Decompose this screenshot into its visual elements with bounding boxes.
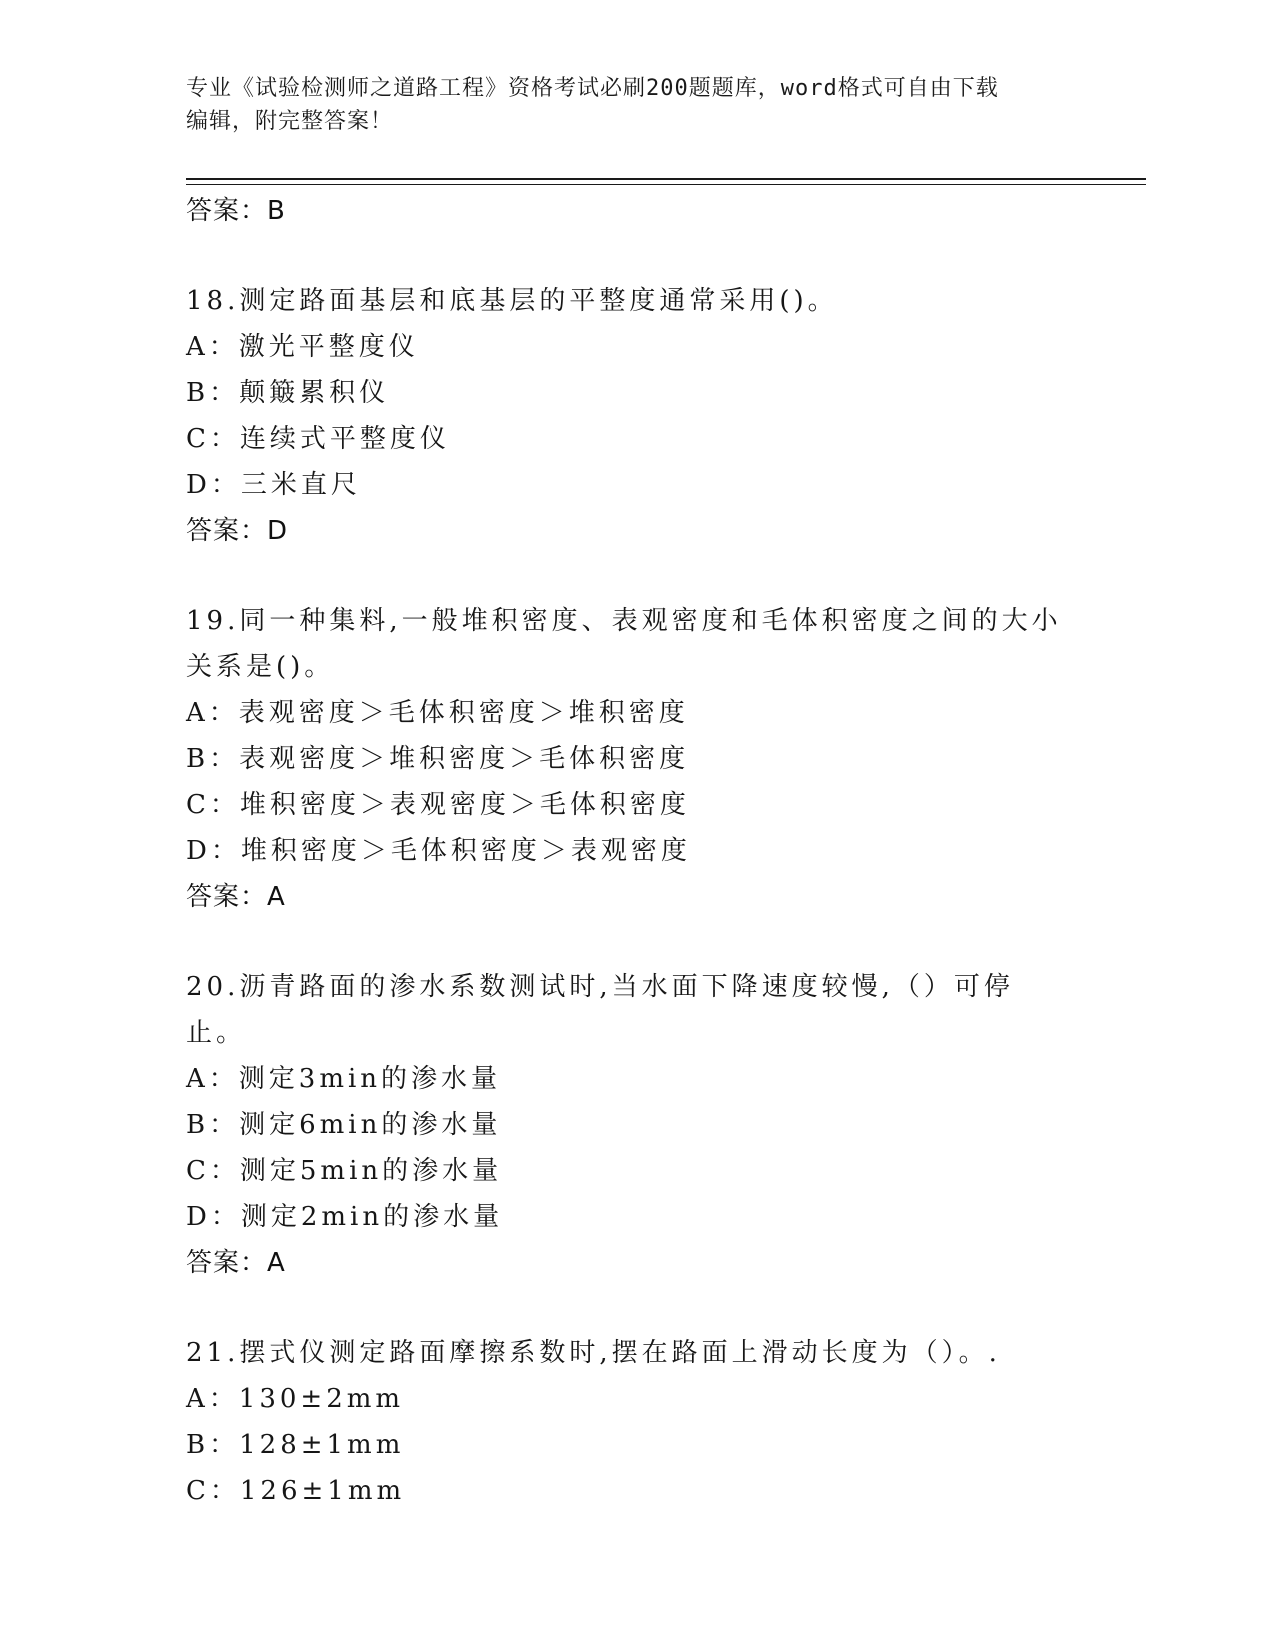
question-19 [186, 598, 1086, 920]
answer: 答案：A [186, 882, 286, 912]
question-text: 18.测定路面基层和底基层的平整度通常采用()。 [186, 286, 838, 316]
question-list [186, 188, 1086, 1514]
previous-answer: 答案：B [186, 196, 286, 226]
question-20 [186, 964, 1086, 1286]
question-text: 19.同一种集料,一般堆积密度、表观密度和毛体积密度之间的大小关系是()。 [186, 606, 1062, 682]
option-a: A：测定3min的渗水量 [186, 1064, 502, 1094]
option-b: B：测定6min的渗水量 [186, 1110, 502, 1140]
answer: 答案：A [186, 1248, 286, 1278]
option-a: A：表观密度＞毛体积密度＞堆积密度 [186, 698, 689, 728]
option-b: B：128±1mm [186, 1430, 405, 1460]
option-b: B：表观密度＞堆积密度＞毛体积密度 [186, 744, 690, 774]
header-line-1: 专业《试验检测师之道路工程》资格考试必刷200题题库，word格式可自由下载 [186, 76, 999, 101]
header-line-2: 编辑，附完整答案！ [186, 109, 394, 134]
option-c: C：连续式平整度仪 [186, 424, 450, 454]
header-rule-thick [186, 178, 1146, 180]
option-a: A：激光平整度仪 [186, 332, 419, 362]
document-header [186, 72, 1076, 138]
question-text: 21.摆式仪测定路面摩擦系数时,摆在路面上滑动长度为（）。. [186, 1338, 1001, 1368]
option-c: C：测定5min的渗水量 [186, 1156, 503, 1186]
option-b: B：颠簸累积仪 [186, 378, 390, 408]
option-a: A：130±2mm [186, 1384, 405, 1414]
question-21 [186, 1330, 1086, 1514]
option-d: D：堆积密度＞毛体积密度＞表观密度 [186, 836, 691, 866]
option-d: D：三米直尺 [186, 470, 361, 500]
option-c: C：堆积密度＞表观密度＞毛体积密度 [186, 790, 690, 820]
question-18 [186, 278, 1086, 554]
answer: 答案：D [186, 516, 289, 546]
option-c: C：126±1mm [186, 1476, 406, 1506]
question-text: 20.沥青路面的渗水系数测试时,当水面下降速度较慢,（）可停止。 [186, 972, 1014, 1048]
header-rule-thin [186, 184, 1146, 185]
option-d: D：测定2min的渗水量 [186, 1202, 504, 1232]
